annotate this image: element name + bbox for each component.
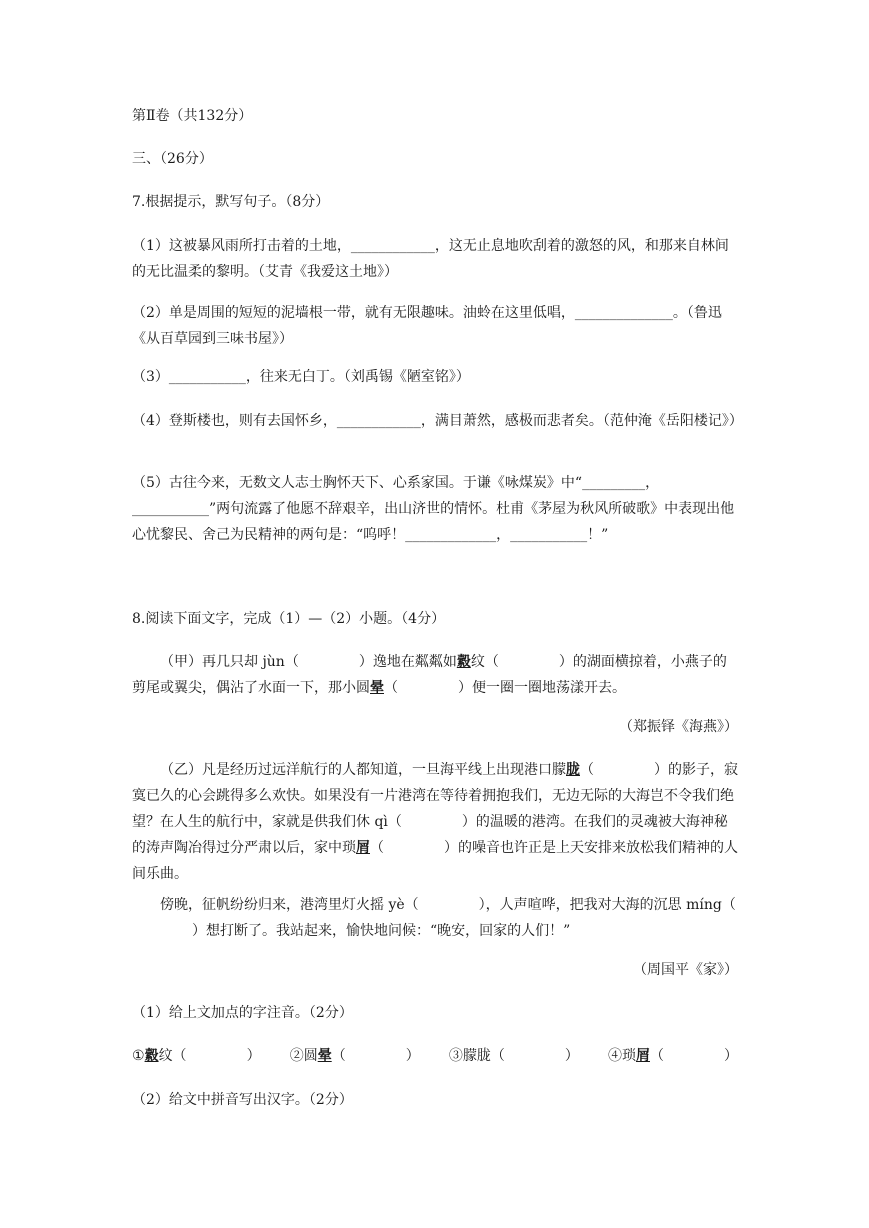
part-heading: 三、（26分） <box>132 151 213 167</box>
q7-item-4: （4）登斯楼也，则有去国怀乡，____________，满目萧然，感极而悲者矣。（范仲淹《岳阳楼记》） <box>132 413 743 429</box>
option-1: ①縠纹（ ） <box>132 1048 261 1064</box>
passage-text: （ <box>580 762 594 778</box>
passage-text: ）的湖面横掠着，小燕子的剪尾或翼尖，偶沾了水面一下，那小圆 <box>132 654 727 696</box>
q7-title: 7.根据提示，默写句子。（8分） <box>132 194 330 210</box>
section-title: 第Ⅱ卷（共132分） <box>132 108 253 124</box>
passage-evening <box>132 892 738 944</box>
passage-text: 傍晚，征帆纷纷归来，港湾里灯火摇 yè（ <box>160 897 419 913</box>
passage-text: ）的影子，寂寞已久的心会跳得多么欢快。如果没有一片港湾在等待着拥抱我们，无边无际的大海岂不令我们绝望？在人生的航行中，家就是供我们休 qì（ <box>132 762 738 830</box>
dotted-char: 晕 <box>370 680 384 696</box>
passage-text: （ <box>384 680 398 696</box>
dotted-char: 胧 <box>566 762 580 778</box>
sub-question-1: （1）给上文加点的字注音。（2分） <box>132 1005 353 1021</box>
passage-text: （甲）再几只却 jùn（ <box>160 654 299 670</box>
dotted-char: 縠 <box>144 1048 159 1064</box>
dotted-char: 屑 <box>356 840 370 856</box>
dotted-char: 屑 <box>635 1048 650 1064</box>
passage-text: ）的温暖的港湾。在我们的灵魂被大海神秘的涛声陶冶得过分严肃以后，家中琐 <box>132 814 728 856</box>
dotted-char: 縠 <box>456 654 471 670</box>
passage-text: ），人声喧哗，把我对大海的沉思 míng（ <box>478 897 736 913</box>
passage-text: （ <box>370 840 384 856</box>
passage-yi <box>132 757 738 887</box>
passage-text: 纹（ <box>470 654 499 670</box>
passage-text: ）想打断了。我站起来，愉快地问候：“晚安，回家的人们！” <box>192 923 571 939</box>
q7-item-5: （5）古往今来，无数文人志士胸怀天下、心系家国。于谦《咏煤炭》中“_________，___________”两句流露了他愿不辞艰辛，出山济世的情怀。杜甫《茅屋为秋风所破歌》中表现出他心忧黎民、舍己为民精神的两句是：“呜呼！_____________，___________！” <box>132 475 735 543</box>
pinyin-options <box>132 1043 738 1069</box>
q7-item-3: （3）___________，往来无白丁。（刘禹锡《陋室铭》） <box>132 369 470 385</box>
option-3: ③朦胧（ ） <box>448 1048 579 1064</box>
sub-question-2: （2）给文中拼音写出汉字。（2分） <box>132 1092 353 1108</box>
passage-jia <box>132 649 738 701</box>
q7-item-2: （2）单是周围的短短的泥墙根一带，就有无限趣味。油蛉在这里低唱，______________。（鲁迅《从百草园到三味书屋》） <box>132 305 722 347</box>
passage-text: ）逸地在粼粼如 <box>358 654 457 670</box>
passage-text: ）的噪音也许正是上天安排来放松我们精神的人间乐曲。 <box>132 840 738 882</box>
dotted-char: 晕 <box>317 1048 332 1064</box>
jia-source: （郑振铎《海燕》） <box>619 719 738 735</box>
option-4: ④琐屑（ ） <box>607 1048 738 1064</box>
passage-text: ）便一圈一圈地荡漾开去。 <box>458 680 626 696</box>
yi-source: （周国平《家》） <box>633 962 738 978</box>
q7-item-1: （1）这被暴风雨所打击着的土地，____________，这无止息地吹刮着的激怒的风，和那来自林间的无比温柔的黎明。（艾青《我爱这土地》） <box>132 238 729 280</box>
q8-title: 8.阅读下面文字，完成（1）—（2）小题。（4分） <box>132 611 446 627</box>
passage-text: （乙）凡是经历过远洋航行的人都知道，一旦海平线上出现港口朦 <box>160 762 566 778</box>
option-2: ②圆晕（ ） <box>289 1048 420 1064</box>
